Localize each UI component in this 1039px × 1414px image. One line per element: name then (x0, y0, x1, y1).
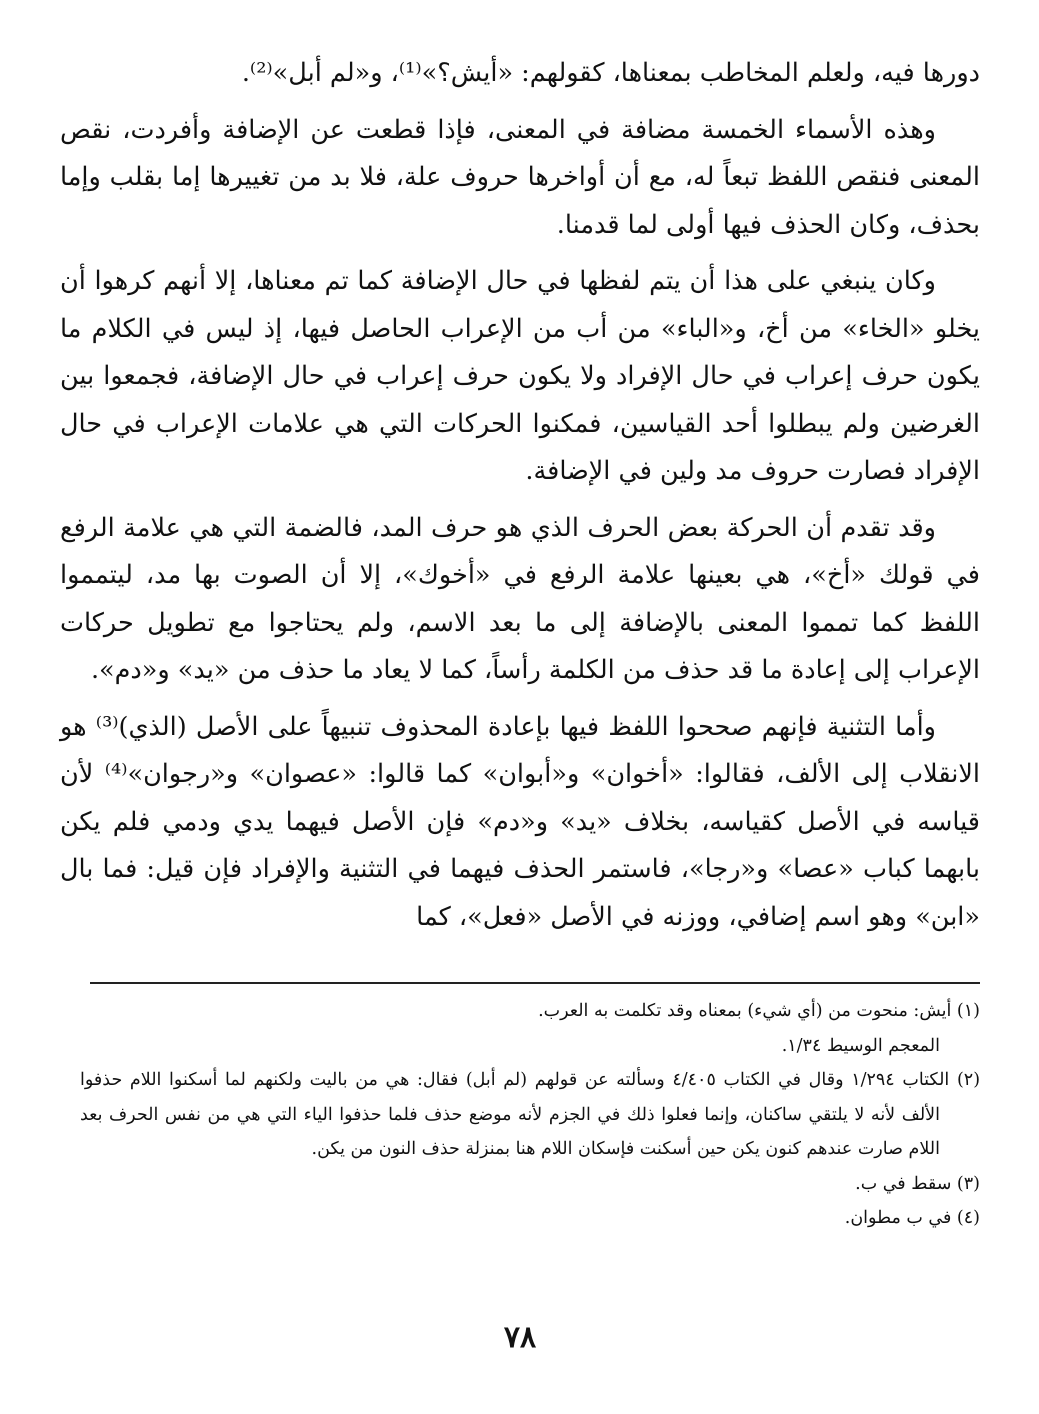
paragraph-2: وهذه الأسماء الخمسة مضافة في المعنى، فإذا قطعت عن الإضافة وأفردت، نقص المعنى فنقص اللفظ تبعاً له، مع أن أواخرها حروف علة، فلا بد من تغييرها إما بقلب وإما بحذف، وكان الحذف فيها أولى لما قدمنا. (60, 114, 980, 240)
footnote-1: (١) أيش: منحوت من (أي شيء) بمعناه وقد تكلمت به العرب. (538, 1001, 980, 1021)
footnote-separator (90, 982, 980, 984)
paragraph-3: وكان ينبغي على هذا أن يتم لفظها في حال الإضافة كما تم معناها، إلا أنهم كرهوا أن يخلو «الخاء» من أخ، و«الباء» من أب من الإعراب الحاصل فيها، إذ ليس في الكلام ما يكون حرف إعراب في حال الإفراد ولا يكون حرف إعراب في حال الإضافة، فجمعوا بين الغرضين ولم يبطلوا أحد القياسين، فمكنوا الحركات التي هي علامات الإعراب في حال الإفراد فصارت حروف مد ولين في الإضافة. (60, 266, 980, 486)
paragraph-5: وأما التثنية فإنهم صححوا اللفظ فيها بإعادة المحذوف تنبيهاً على الأصل (الذي)⁽³⁾ هو الانقلاب إلى الألف، فقالوا: «أخوان» و«أبوان» كما قالوا: «عصوان» و«رجوان»⁽⁴⁾ لأن قياسه في الأصل كقياسه، بخلاف «يد» و«دم» فإن الأصل فيهما يدي ودمي فلم يكن بابهما كباب «عصا» و«رجا»، فاستمر الحذف فيهما في التثنية والإفراد فإن قيل: فما بال «ابن» وهو اسم إضافي، ووزنه في الأصل «فعل»، كما (60, 711, 980, 932)
footnote-4: (٤) في ب مطوان. (844, 1208, 980, 1228)
footnote-2: (٢) الكتاب ١/٢٩٤ وقال في الكتاب ٤/٤٠٥ وسألته عن قولهم (لم أبل) فقال: هي من باليت ولكنهم لما أسكنوا اللام حذفوا الألف لأنه لا يلتقي ساكنان، وإنما فعلوا ذلك في الجزم لأنه موضع حذف فلما حذفوا الياء التي هي من نفس الحرف بعد اللام صارت عندهم كنون يكن حين أسكنت فإسكان اللام هنا بمنزلة حذف النون من يكن. (80, 1070, 981, 1159)
footnote-3: (٣) سقط في ب. (855, 1173, 980, 1194)
paragraph-1: دورها فيه، ولعلم المخاطب بمعناها، كقولهم: «أيش؟»⁽¹⁾، و«لم أبل»⁽²⁾. (241, 58, 980, 88)
main-text (60, 50, 980, 941)
book-page (60, 50, 980, 1390)
footnote-1-source: المعجم الوسيط ١/٣٤. (781, 1035, 940, 1056)
footnotes (80, 994, 980, 1236)
page-number: ٧٨ (503, 1320, 537, 1355)
paragraph-4: وقد تقدم أن الحركة بعض الحرف الذي هو حرف المد، فالضمة التي هي علامة الرفع في قولك «أخ»، هي بعينها علامة الرفع في «أخوك»، إلا أن الصوت بها مد، ليتمموا اللفظ كما تمموا المعنى بالإضافة إلى ما بعد الاسم، ولم يحتاجوا مع تطويل حركات الإعراب إلى إعادة ما قد حذف من الكلمة رأساً، كما لا يعاد ما حذف من «يد» و«دم». (60, 512, 980, 685)
